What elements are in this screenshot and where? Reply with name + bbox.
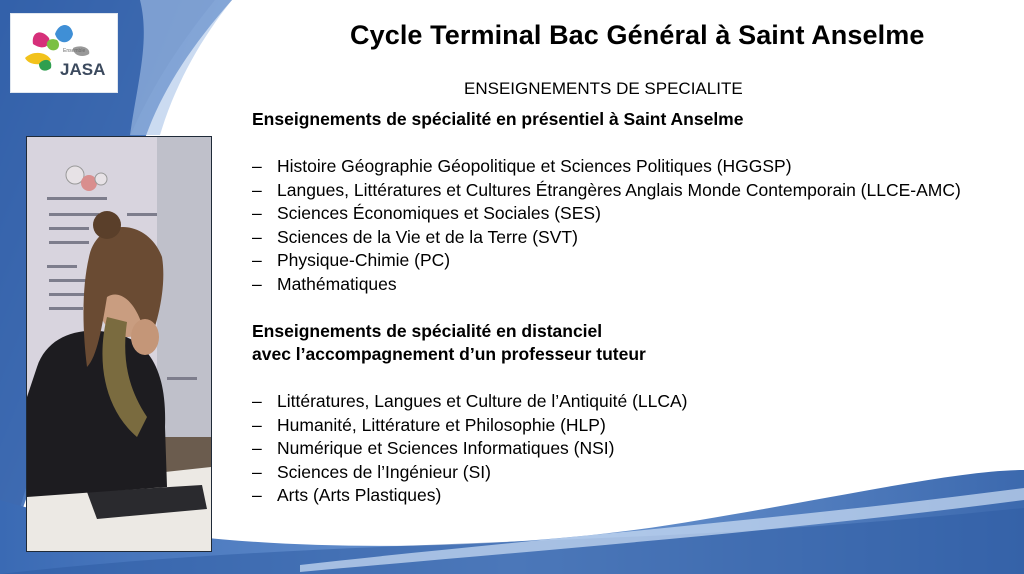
presentiel-list xyxy=(252,155,1012,296)
svg-text:Ensemble: Ensemble xyxy=(63,48,86,54)
student-photo xyxy=(26,136,212,552)
distanciel-list xyxy=(252,390,1012,508)
list-item: – Histoire Géographie Géopolitique et Sciences Politiques (HGGSP) xyxy=(252,156,792,176)
flower-petals-logo-icon xyxy=(11,14,117,92)
list-item: – Sciences de l’Ingénieur (SI) xyxy=(252,461,491,482)
page-title: Cycle Terminal Bac Général à Saint Anselme xyxy=(350,20,925,50)
list-item: – Mathématiques xyxy=(252,273,397,294)
list-item: – Littératures, Langues et Culture de l’Antiquité (LLCA) xyxy=(252,391,688,411)
list-item: – Sciences Économiques et Sociales (SES) xyxy=(252,203,601,223)
specialties-content xyxy=(252,108,1012,508)
section-heading-presentiel: Enseignements de spécialité en présentiel à Saint Anselme xyxy=(252,109,744,129)
school-logo xyxy=(11,14,117,92)
list-item: – Humanité, Littérature et Philosophie (HLP) xyxy=(252,414,606,435)
section-heading-distanciel: Enseignements de spécialité en distanciel avec l’accompagnement d’un professeur tuteur xyxy=(252,320,646,364)
list-item: – Physique-Chimie (PC) xyxy=(252,250,451,270)
list-item: – Sciences de la Vie et de la Terre (SVT) xyxy=(252,226,578,247)
list-item: – Arts (Arts Plastiques) xyxy=(252,485,442,505)
list-item: – Numérique et Sciences Informatiques (NSI) xyxy=(252,438,615,458)
list-item: – Langues, Littératures et Cultures Étrangères Anglais Monde Contemporain (LLCE-AMC) xyxy=(252,179,961,200)
page-subtitle: ENSEIGNEMENTS DE SPECIALITE xyxy=(464,79,743,98)
svg-text:JASA: JASA xyxy=(60,60,106,79)
